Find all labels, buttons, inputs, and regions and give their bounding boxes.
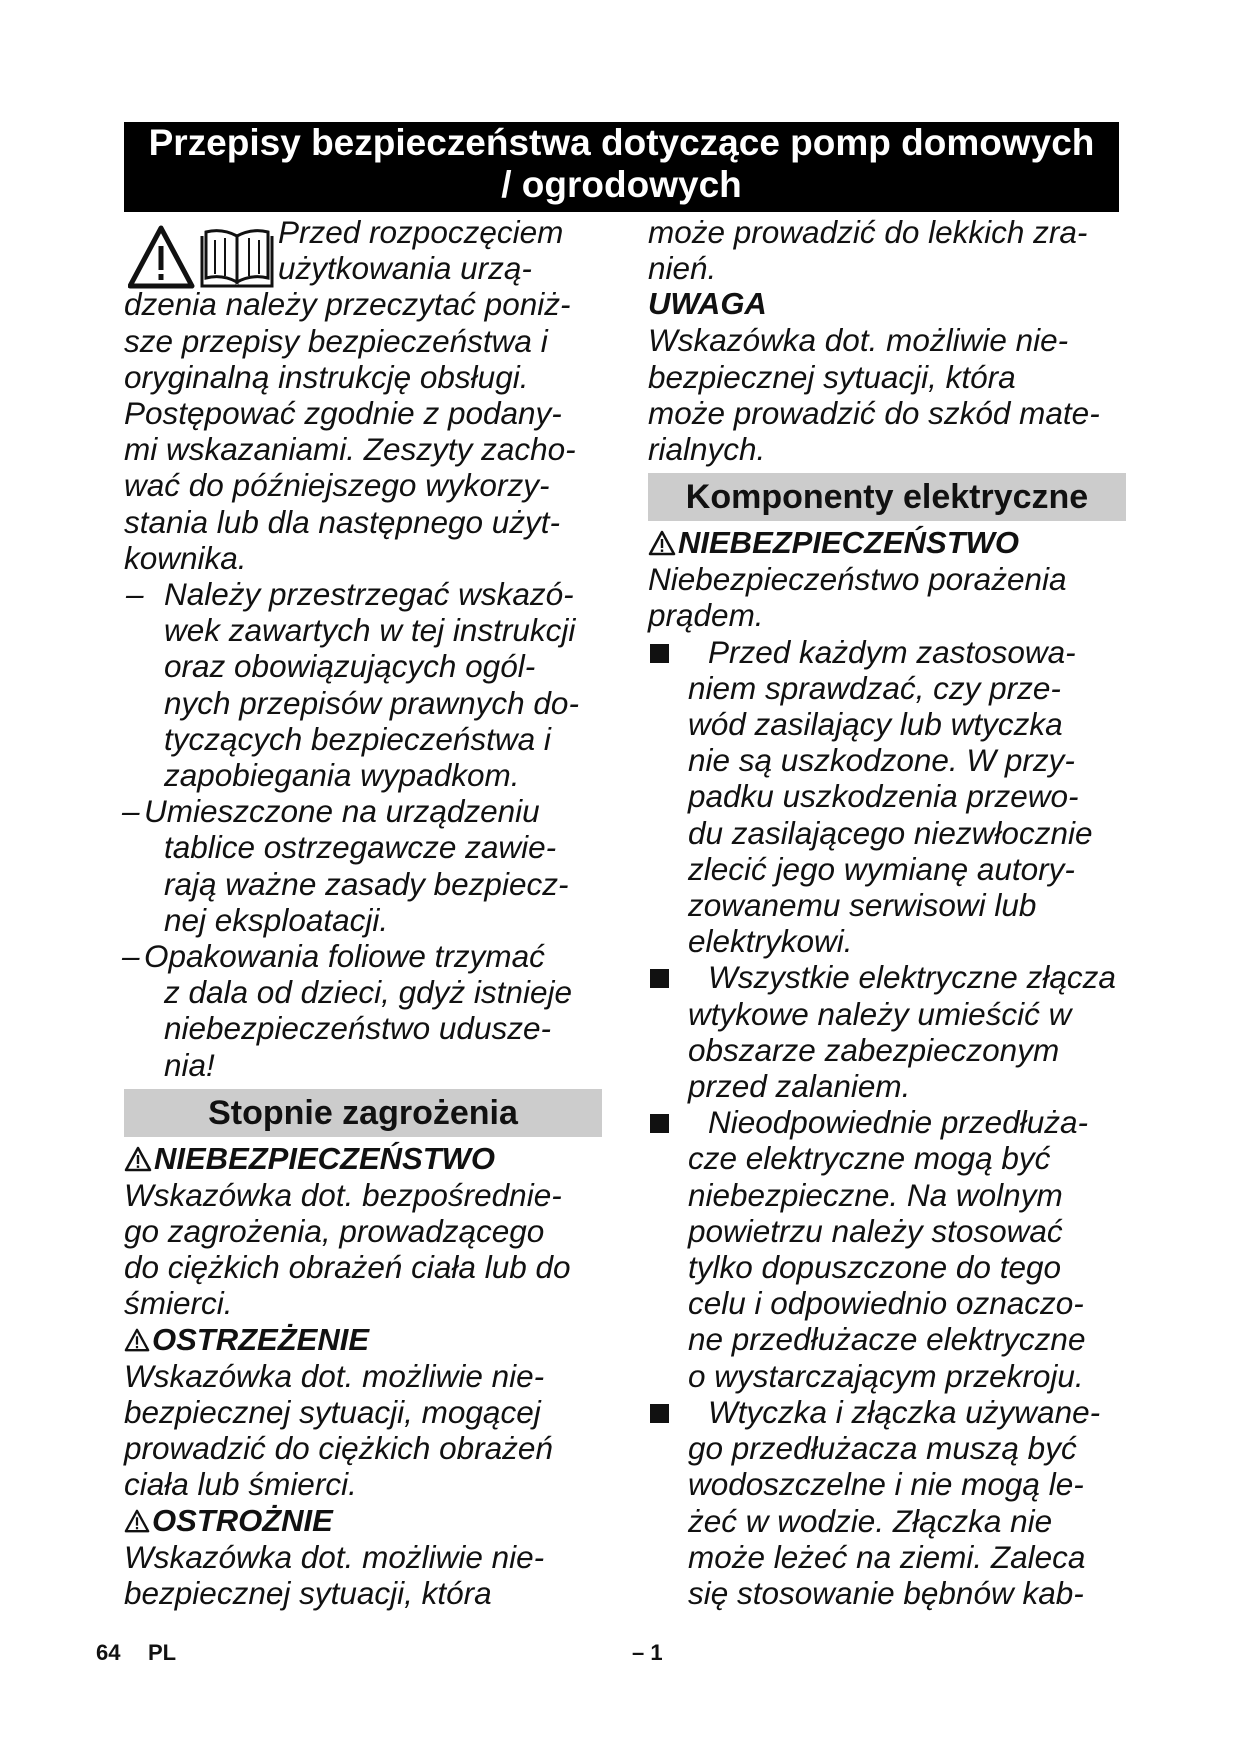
- open-book-icon: [202, 231, 272, 286]
- list-item-line: powietrzu należy stosować: [688, 1212, 1063, 1249]
- intro-line: Przed rozpoczęciem: [278, 214, 564, 250]
- dash-bullet: –: [122, 793, 140, 830]
- danger-title: NIEBEZPIECZEŃSTWO: [154, 1140, 496, 1176]
- paragraph-line: prądem.: [648, 597, 764, 634]
- paragraph-line: bezpiecznej sytuacji, która: [124, 1574, 492, 1611]
- list-item-line: nie są uszkodzone. W przy-: [688, 742, 1075, 779]
- list-item-line: go przedłużacza muszą być: [688, 1430, 1077, 1467]
- warning-read-manual-icon: [128, 224, 278, 294]
- list-item-line: rają ważne zasady bezpiecz-: [164, 865, 569, 902]
- list-item-line: wód zasilający lub wtyczka: [688, 706, 1063, 743]
- paragraph-line: do ciężkich obrażeń ciała lub do: [124, 1249, 571, 1286]
- danger-title: NIEBEZPIECZEŃSTWO: [678, 525, 1020, 561]
- page-title-line-1: Przepisy bezpieczeństwa dotyczące pomp domowych: [148, 122, 1095, 163]
- dash-list-item: [124, 938, 602, 1083]
- list-item-line: z dala od dzieci, gdyż istnieje: [164, 974, 572, 1011]
- paragraph-line: go zagrożenia, prowadzącego: [124, 1213, 545, 1250]
- page-title: [124, 122, 1119, 212]
- list-item-line: nia!: [164, 1046, 215, 1083]
- list-item-line: obszarze zabezpieczonym: [688, 1031, 1060, 1068]
- warning-triangle-icon: [124, 1327, 150, 1353]
- warning-triangle-icon: [648, 530, 676, 556]
- square-bullet-icon: [650, 644, 669, 663]
- intro-line: stania lub dla następnego użyt-: [124, 503, 561, 540]
- dash-list-item: [124, 576, 602, 793]
- list-item-line: tyczących bezpieczeństwa i: [164, 720, 551, 757]
- bullet-list-item: [648, 959, 1126, 1104]
- bullet-list-item: [648, 634, 1126, 960]
- list-item-line: Przed każdym zastosowa-: [708, 633, 1076, 670]
- list-item-line: Należy przestrzegać wskazó-: [164, 576, 574, 613]
- notice-description: [648, 322, 1126, 467]
- warning-description: [124, 1358, 602, 1503]
- intro-line: dzenia należy przeczytać poniż-: [124, 286, 571, 323]
- bullet-list-item: [648, 1104, 1126, 1394]
- caution-description-continued: [648, 214, 1126, 286]
- paragraph-line: bezpiecznej sytuacji, mogącej: [124, 1393, 541, 1430]
- danger-description: [124, 1177, 602, 1322]
- list-item-line: wek zawartych w tej instrukcji: [164, 612, 576, 649]
- dash-bullet: –: [122, 938, 140, 975]
- list-item-line: Nieodpowiednie przedłuża-: [708, 1104, 1088, 1141]
- warning-heading: [124, 1322, 602, 1358]
- list-item-line: tylko dopuszczone do tego: [688, 1249, 1062, 1286]
- list-item-line: wtykowe należy umieścić w: [688, 995, 1072, 1032]
- square-bullet-icon: [650, 1404, 669, 1423]
- paragraph-line: ciała lub śmierci.: [124, 1466, 357, 1503]
- list-item-line: o wystarczającym przekroju.: [688, 1357, 1084, 1394]
- dash-bullet: –: [126, 576, 144, 613]
- danger-heading: [124, 1141, 602, 1177]
- caution-title: OSTROŻNIE: [152, 1502, 333, 1538]
- intro-paragraph: [124, 214, 602, 576]
- list-item-line: Umieszczone na urządzeniu: [144, 793, 540, 830]
- bullet-list-item: [648, 1394, 1126, 1611]
- list-item-line: żeć w wodzie. Złączka nie: [688, 1502, 1053, 1539]
- warning-triangle-icon: [124, 1508, 150, 1534]
- paragraph-line: bezpiecznej sytuacji, która: [648, 358, 1016, 395]
- footer-page-marker: – 1: [632, 1640, 663, 1665]
- paragraph-line: może prowadzić do szkód mate-: [648, 394, 1100, 431]
- square-bullet-icon: [650, 1114, 669, 1133]
- caution-description: [124, 1539, 602, 1611]
- left-column: [124, 214, 602, 1611]
- intro-line: użytkowania urzą-: [278, 250, 532, 287]
- paragraph-line: Wskazówka dot. możliwie nie-: [124, 1357, 545, 1394]
- list-item-line: wodoszczelne i nie mogą le-: [688, 1466, 1084, 1503]
- notice-title: UWAGA: [648, 286, 767, 322]
- warning-triangle-icon: [124, 1146, 152, 1172]
- list-item-line: nych przepisów prawnych do-: [164, 684, 579, 721]
- square-bullet-icon: [650, 969, 669, 988]
- list-item-line: zapobiegania wypadkom.: [164, 757, 520, 794]
- list-item-line: zlecić jego wymianę autory-: [688, 850, 1075, 887]
- right-column: [648, 214, 1126, 1611]
- paragraph-line: Wskazówka dot. możliwie nie-: [124, 1538, 545, 1575]
- caution-heading: [124, 1503, 602, 1539]
- dash-list-item: [124, 793, 602, 938]
- warning-triangle-icon: [130, 228, 192, 286]
- danger-description: [648, 561, 1126, 633]
- notice-heading: [648, 286, 1126, 322]
- paragraph-line: Wskazówka dot. możliwie nie-: [648, 322, 1069, 359]
- list-item-line: niebezpieczeństwo udusze-: [164, 1010, 551, 1047]
- paragraph-line: śmierci.: [124, 1285, 233, 1322]
- list-item-line: oraz obowiązujących ogól-: [164, 648, 536, 685]
- list-item-line: Wtyczka i złączka używane-: [708, 1393, 1101, 1430]
- list-item-line: nej eksploatacji.: [164, 901, 389, 938]
- footer-page-number: 64: [96, 1640, 121, 1665]
- list-item-line: Opakowania foliowe trzymać: [144, 938, 545, 975]
- list-item-line: się stosowanie bębnów kab-: [688, 1574, 1084, 1611]
- intro-line: Postępować zgodnie z podany-: [124, 395, 562, 432]
- paragraph-line: prowadzić do ciężkich obrażeń: [124, 1430, 553, 1467]
- paragraph-line: Wskazówka dot. bezpośrednie-: [124, 1176, 562, 1213]
- list-item-line: ne przedłużacze elektryczne: [688, 1321, 1086, 1358]
- section-heading-electrical-components: Komponenty elektryczne: [648, 473, 1126, 521]
- danger-heading: [648, 525, 1126, 561]
- list-item-line: niebezpieczne. Na wolnym: [688, 1176, 1063, 1213]
- intro-line: oryginalną instrukcję obsługi.: [124, 358, 529, 395]
- list-item-line: celu i odpowiednio oznaczo-: [688, 1285, 1084, 1322]
- intro-line: wać do późniejszego wykorzy-: [124, 467, 550, 504]
- paragraph-line: nień.: [648, 250, 717, 287]
- list-item-line: Wszystkie elektryczne złącza: [708, 959, 1116, 996]
- page-title-line-2: / ogrodowych: [501, 164, 742, 205]
- list-item-line: elektrykowi.: [688, 923, 853, 960]
- intro-line: kownika.: [124, 539, 247, 576]
- list-item-line: cze elektryczne mogą być: [688, 1140, 1051, 1177]
- intro-line: sze przepisy bezpieczeństwa i: [124, 322, 548, 359]
- list-item-line: przed zalaniem.: [688, 1068, 911, 1105]
- list-item-line: zowanemu serwisowi lub: [688, 887, 1037, 924]
- list-item-line: może leżeć na ziemi. Zaleca: [688, 1538, 1086, 1575]
- paragraph-line: rialnych.: [648, 431, 766, 468]
- list-item-line: du zasilającego niezwłocznie: [688, 814, 1093, 851]
- paragraph-line: Niebezpieczeństwo porażenia: [648, 561, 1067, 598]
- section-heading-hazard-levels: Stopnie zagrożenia: [124, 1089, 602, 1137]
- list-item-line: niem sprawdzać, czy prze-: [688, 669, 1061, 706]
- warning-title: OSTRZEŻENIE: [152, 1321, 370, 1357]
- list-item-line: tablice ostrzegawcze zawie-: [164, 829, 557, 866]
- list-item-line: padku uszkodzenia przewo-: [688, 778, 1079, 815]
- footer-language-code: PL: [148, 1640, 177, 1665]
- intro-line: mi wskazaniami. Zeszyty zacho-: [124, 431, 576, 468]
- paragraph-line: może prowadzić do lekkich zra-: [648, 214, 1088, 250]
